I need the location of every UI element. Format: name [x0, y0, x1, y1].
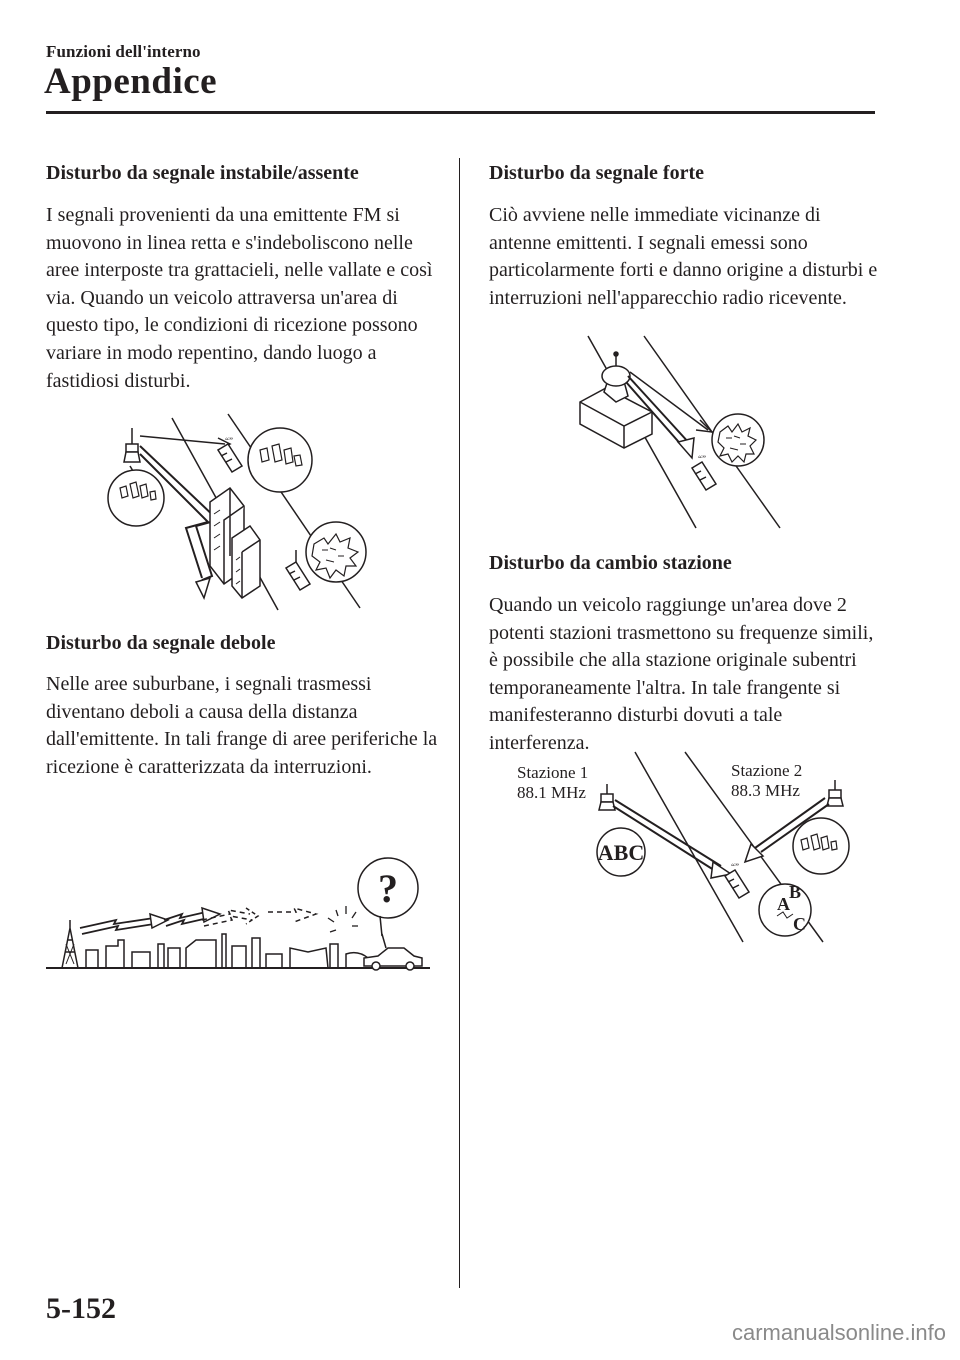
svg-text:B: B	[789, 882, 802, 902]
noise-burst-icon	[306, 522, 366, 582]
bubble-abc-text: ABC	[597, 840, 645, 865]
question-bubble-icon	[358, 858, 418, 936]
svg-text:“”: “”	[731, 862, 739, 872]
section-label: Funzioni dell'interno	[46, 42, 201, 61]
heading-weak-signal: Disturbo da segnale debole	[46, 632, 276, 654]
title-rule	[46, 111, 875, 114]
transmitter-tower-icon	[599, 784, 615, 810]
transmitter-tower-icon	[124, 428, 140, 462]
noise-bubble-icon	[793, 818, 849, 874]
figure-station-change	[515, 752, 860, 947]
station-2-frequency: 88.3 MHz	[731, 781, 800, 800]
paragraph-strong-signal: Ciò avviene nelle immediate vicinanze di antenne emittenti. I segnali emessi sono particolarmente forti e danno origine a disturbi e interruzioni nell'apparecchio radio ricevente.	[489, 204, 878, 309]
abc-noise-bubble-icon	[759, 882, 811, 936]
car-icon	[725, 862, 749, 898]
figure-weak-signal	[46, 848, 436, 973]
noise-burst-icon	[712, 414, 764, 466]
station-2-name: Stazione 2	[731, 761, 803, 780]
heading-strong-signal: Disturbo da segnale forte	[489, 162, 704, 184]
heading-station-change: Disturbo da cambio stazione	[489, 552, 732, 574]
car-icon	[364, 934, 422, 970]
column-divider	[459, 158, 460, 1288]
svg-text:“”: “”	[225, 436, 233, 446]
watermark: carmanualsonline.info	[731, 1320, 946, 1345]
svg-text:A: A	[777, 894, 790, 914]
noise-bubble-icon	[248, 428, 312, 492]
city-skyline	[86, 934, 368, 968]
paragraph-unstable-signal: I segnali provenienti da una emittente FM si muovono in linea retta e s'indeboliscono nelle aree interposte tra grattacieli, nelle vallate e così via. Quando un veicolo attraversa un'area di questo tipo, le condizioni di ricezione possono variare in modo repentino, dando luogo a fastidiosi disturbi.	[46, 204, 433, 392]
abc-bubble-icon	[597, 828, 645, 876]
transmitter-tower-icon	[62, 920, 78, 968]
static-burst-icon	[328, 906, 358, 932]
svg-text:C: C	[793, 914, 806, 934]
buildings-icon	[210, 488, 260, 598]
noise-bubble-icon	[108, 466, 164, 526]
svg-text:?: ?	[378, 866, 398, 911]
paragraph-weak-signal: Nelle aree suburbane, i segnali trasmessi diventano deboli a causa della distanza dall'emittente. In tali frange di aree periferiche la ricezione è caratterizzata da interruzioni.	[46, 673, 438, 778]
transmitter-tower-icon	[827, 780, 843, 806]
station-1-name: Stazione 1	[517, 763, 589, 782]
car-icon	[218, 436, 242, 472]
svg-text:“”: “”	[698, 454, 706, 464]
heading-unstable-signal: Disturbo da segnale instabile/assente	[46, 162, 359, 184]
car-icon	[692, 454, 716, 490]
figure-strong-signal	[580, 332, 790, 532]
page-number: 5-152	[46, 1292, 116, 1325]
station-1-frequency: 88.1 MHz	[517, 783, 586, 802]
chapter-title: Appendice	[44, 61, 218, 102]
paragraph-station-change: Quando un veicolo raggiunge un'area dove 2 potenti stazioni trasmettono su frequenze simili, è possibile che alla stazione originale subentri temporaneamente l'altra. In tale frangente si manifesteranno disturbi dovuti a tale interferenza.	[489, 594, 874, 754]
figure-unstable-signal	[100, 410, 370, 615]
